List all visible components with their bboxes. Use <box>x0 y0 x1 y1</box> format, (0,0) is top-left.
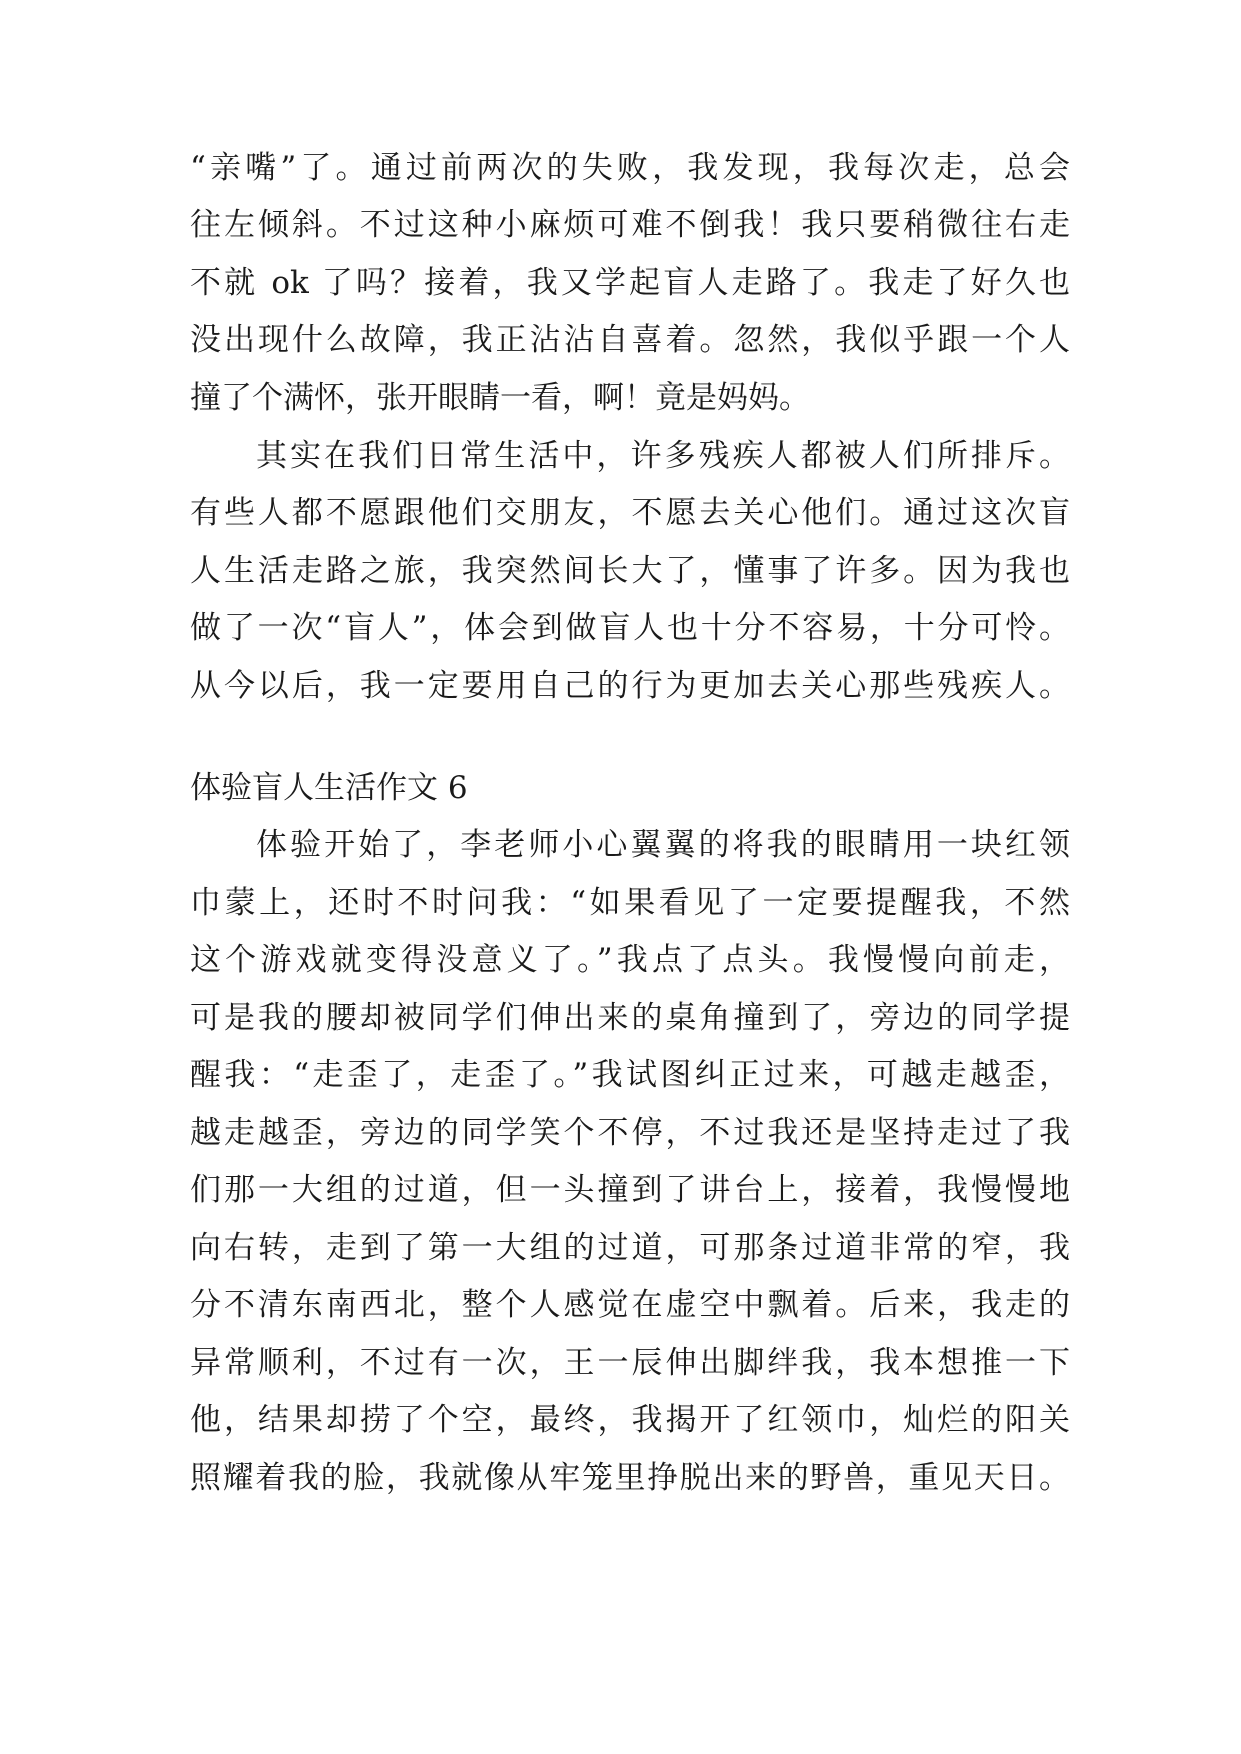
paragraph-1-line-2: 往左倾斜。不过这种小麻烦可难不倒我！我只要稍微往右走 <box>190 207 1070 243</box>
paragraph-3-line-12: 照耀着我的脸，我就像从牢笼里挣脱出来的野兽，重见天日。 <box>190 1460 1070 1496</box>
paragraph-3-line-7: 们那一大组的过道，但一头撞到了讲台上，接着，我慢慢地 <box>190 1172 1070 1208</box>
section-heading: 体验盲人生活作文 6 <box>190 770 468 806</box>
paragraph-1-line-5: 撞了个满怀，张开眼睛一看，啊！竟是妈妈。 <box>190 380 810 416</box>
paragraph-3-line-9: 分不清东南西北，整个人感觉在虚空中飘着。后来，我走的 <box>190 1287 1070 1323</box>
paragraph-2-line-5: 从今以后，我一定要用自己的行为更加去关心那些残疾人。 <box>190 668 1070 704</box>
paragraph-3-line-5: 醒我：“走歪了，走歪了。”我试图纠正过来，可越走越歪， <box>190 1057 1070 1093</box>
paragraph-2-line-2: 有些人都不愿跟他们交朋友，不愿去关心他们。通过这次盲 <box>190 495 1070 531</box>
paragraph-3-line-6: 越走越歪，旁边的同学笑个不停，不过我还是坚持走过了我 <box>190 1115 1070 1151</box>
paragraph-3-line-11: 他，结果却捞了个空，最终，我揭开了红领巾，灿烂的阳关 <box>190 1402 1070 1438</box>
paragraph-1-line-4: 没出现什么故障，我正沾沾自喜着。忽然，我似乎跟一个人 <box>190 322 1070 358</box>
paragraph-3-line-2: 巾蒙上，还时不时问我：“如果看见了一定要提醒我，不然 <box>190 885 1070 921</box>
paragraph-1-line-3: 不就 ok 了吗？接着，我又学起盲人走路了。我走了好久也 <box>190 265 1070 301</box>
paragraph-2-line-3: 人生活走路之旅，我突然间长大了，懂事了许多。因为我也 <box>190 553 1070 589</box>
paragraph-3-line-10: 异常顺利，不过有一次，王一辰伸出脚绊我，我本想推一下 <box>190 1345 1070 1381</box>
paragraph-3-line-4: 可是我的腰却被同学们伸出来的桌角撞到了，旁边的同学提 <box>190 1000 1070 1036</box>
paragraph-3-line-8: 向右转，走到了第一大组的过道，可那条过道非常的窄，我 <box>190 1230 1070 1266</box>
paragraph-3-line-3: 这个游戏就变得没意义了。”我点了点头。我慢慢向前走， <box>190 942 1070 978</box>
paragraph-2-line-4: 做了一次“盲人”，体会到做盲人也十分不容易，十分可怜。 <box>190 610 1070 646</box>
paragraph-2-line-1: 其实在我们日常生活中，许多残疾人都被人们所排斥。 <box>256 438 1070 474</box>
paragraph-1-line-1: “亲嘴”了。通过前两次的失败，我发现，我每次走，总会 <box>190 150 1070 186</box>
paragraph-3-line-1: 体验开始了，李老师小心翼翼的将我的眼睛用一块红领 <box>256 827 1070 863</box>
